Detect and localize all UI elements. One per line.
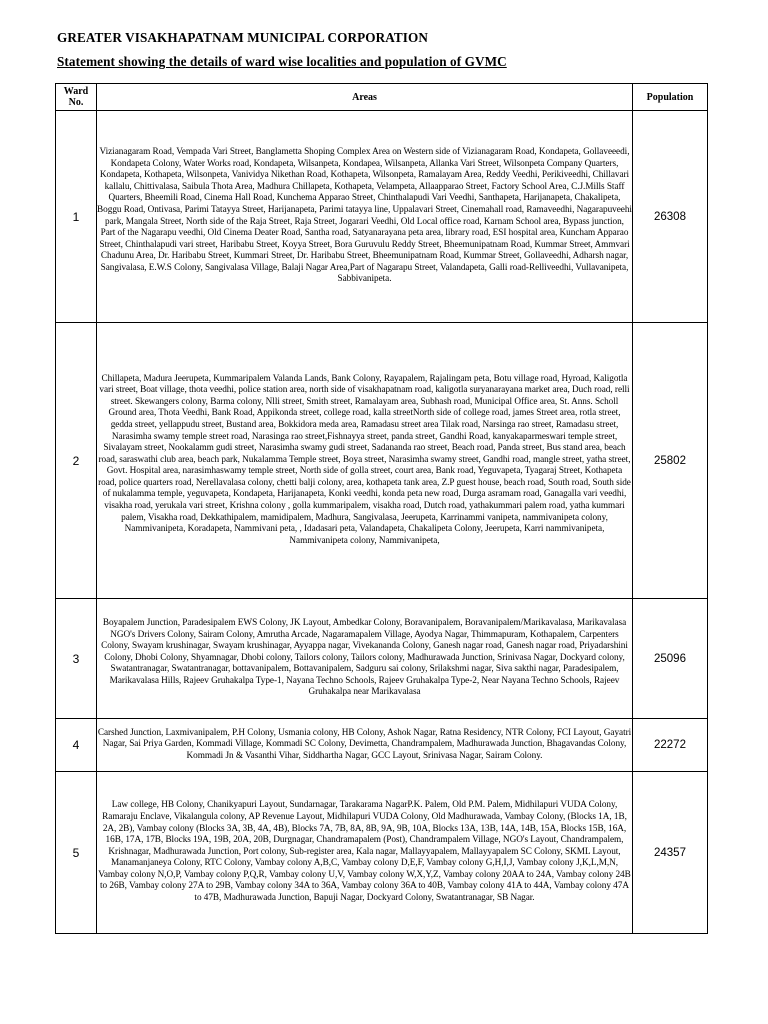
ward-areas: Chillapeta, Madura Jeerupeta, Kummaripalem Valanda Lands, Bank Colony, Rayapalem, Rajalingam peta, Botu village road, Hyroad, Kaligotla vari street, Boat village, thota veedhi, police station area, north side of visakhapatnam road, kaligotla suryanarayana market area, Duch road, relli street. Skewangers colony, Barma colony, Nlli street, Smith street, Ramalayam area, Subhash road, Municipal Office area, St. Anns. Scholl Ground area, Thota Veedhi, Bank Road, Appikonda street, college road, kalla streetNorth side of college road, james Street area, rotla street, gedda street, yellappudu street, Bustand area, Bokkidora meda area, Ramadasu street area Tilak road, Narsinga rao street, Ramadasu street, Narasimha swamy temple street road, Narasinga rao street,Fishnayya street, panda street, Gandhi Road, kanyakaparmeswari temple street, Sivalayam street, Nookalamm gudi street, Narasimha swamy gudi street, Sadananda rao street, Beach road, Panda street, Bus stand area, beach road, saraswathi club area, beach park, Nukalamma Temple street, Boya street, Narasimha swamy street, Gandhi road, mangle street, yatha street, Govt. Hospital area, narasimhaswamy temple street, North side of golla street, court area, Bank road, Yeguvapeta, Tyagaraj Street, Kothapeta road, police quarters road, Nerellavalasa colony, chetti balji colony, area, kothapeta tank area, Z.P guest house, beach road, South road, South side of nukalamma temple, yeguvapeta, Kondapeta, Harijanapeta, Konki veedhi, konda peta new road, Durga asramam road, Ganagalla vari veedhi, visakha road, yerukala vari street, Krishna colony , golla kummaripalem, visakha road, Dutch road, yathakummari palem road, yatha kummari palem, Visakha road, Dekkathipalem, mamidipalem, Madhura, Sangivalasa, Jeerupeta, Karrinammi vanipeta, nammivanipeta colony, Nammivanipeta, Koradapeta, Nammivani peta, , Idadasari peta, Valandapeta, Chakalipeta Colony, Jeerupeta, Karri nammivanipeta, Nammivanipeta colony, Nammivanipeta, bbox=[97, 323, 633, 599]
table-row bbox=[56, 772, 708, 934]
ward-number: 5 bbox=[56, 772, 97, 934]
ward-areas: Boyapalem Junction, Paradesipalem EWS Colony, JK Layout, Ambedkar Colony, Boravanipalem, Boravanipalem/Marikavalasa, Marikavalasa NGO's Drivers Colony, Sairam Colony, Amrutha Arcade, Nagaramapalem Village, Ayodya Nagar, Thimmapuram, Kothapalem, Carpenters Colony, Swayam krushinagar, Swayam krushinagar, Ayyappa nagar, Vivekananda Colony, Ganesh nagar road, Ganesh nagar road, Priyadarshini Colony, Dhobi Colony, Shyamnagar, Dhobi colony, Tailors colony, Tailors colony, Madhurawada Junction, Srinivasa Nagar, Dockyard colony, Swatantranagar, Swatantranagar, bottavanipalem, Bottavanipalem, Sadguru sai colony, Srilakshmi nagar, Siva sakthi nagar, Paradesipalem, Marikavalasa Hills, Rajeev Gruhakalpa Type-1, Nayana Techno Schools, Rajeev Gruhakalpa Type-2, Near Nayana Techno Schools, Rajeev Gruhakalpa near Marikavalasa bbox=[97, 599, 633, 719]
table-header-row bbox=[56, 84, 708, 111]
ward-no-header bbox=[56, 84, 97, 111]
organization-title: GREATER VISAKHAPATNAM MUNICIPAL CORPORATION bbox=[57, 30, 428, 45]
ward-number: 4 bbox=[56, 719, 97, 772]
ward-number: 2 bbox=[56, 323, 97, 599]
ward-areas: Carshed Junction, Laxmivanipalem, P.H Colony, Usmania colony, HB Colony, Ashok Nagar, Ratna Residency, NTR Colony, FCI Layout, Gayatri Nagar, Sai Priya Garden, Kommadi Village, Kommadi SC Colony, Devimetta, Chandrampalem, Madhurawada Junction, Bhagavandas Colony, Kommadi Jn & Vasanthi Vihar, Siddhartha Nagar, GCC Layout, Srinivasa Nagar, Sairam Colony. bbox=[97, 719, 633, 772]
areas-header: Areas bbox=[97, 84, 633, 111]
ward-areas: Vizianagaram Road, Vempada Vari Street, Banglametta Shoping Complex Area on Western side of Vizianagaram Road, Kondapeta, Gollaveeedi, Kondapeta Colony, Water Works road, Kondapeta, Wilsanpeta, Kondapea, Wilsanpeta, Allanka Vari Street, Wilsonpeta Company Quarters, Kondapeta, Kothapeta, Wilsonpeta, Vanividya Nikethan Road, Kothapeta, Wilsonpeta, Ramalayam Area, Reddy Veedhi, Perikiveedhi, Chillavari kallalu, Chittivalasa, Saibula Thota Area, Madhura Chillapeta, Kothapeta, Velampeta, Allaapparao Street, Factory School Area, C.J.Mills Staff Quarters, Bheemili Road, Cinema Hall Road, Kunchema Apparao Street, Chinthalapudi Vari Veedhi, Santhapeta, Harijanapeta, Chakalipeta, Boggu Road, Ontivasa, Parimi Tatayya Street, Harijanapeta, Parimi tatayya line, Uppalavari Street, Cinemahall road, Ramaveedhi, Nagarapuveehi park, Mangala Street, North side of the Raja Street, Raja Street, Jogarari Veedhi, Old Local office road, Karnam School area, Bypass junction, Part of the Nagarapu veedhi, Old Cinema Deater Road, Santha road, Satyanarayana peta area, library road, ESI hospital area, Kuncham Apparao Street, Chinthalapudi vari street, Haribabu Street, Koyya Street, Bora Guruvulu Reddy Street, Bheemunipatnam Road, Kummar Street, Ammvari Chadunu Area, Dr. Haribabu Street, Kummari Street, Dr. Haribabu Street, Bheemunipatnam Road, Kummar Street, Gollaveedhi, Adharsh nagar, Sangivalasa, E.W.S Colony, Sangivalasa Village, Balaji Nagar Area,Part of Nagarapu Street, Valandapeta, Galli road-Relliveedhi, Vullavanipeta, Sabbivanipeta. bbox=[97, 111, 633, 323]
ward-population: 25096 bbox=[633, 599, 708, 719]
ward-population: 22272 bbox=[633, 719, 708, 772]
ward-population: 25802 bbox=[633, 323, 708, 599]
table-row bbox=[56, 111, 708, 323]
ward-header-line2: No. bbox=[68, 97, 84, 108]
statement-title: Statement showing the details of ward wise localities and population of GVMC bbox=[57, 54, 507, 69]
ward-localities-table bbox=[55, 83, 708, 934]
ward-areas: Law college, HB Colony, Chanikyapuri Layout, Sundarnagar, Tarakarama NagarP.K. Palem, Old P.M. Palem, Midhilapuri VUDA Colony, Ramaraju Enclave, Vikalangula colony, AP Revenue Layout, Midhilapuri VUDA Colony, Old Madhurawada, Vambay Colony, (Blocks 1A, 1B, 2A, 2B), Vambay colony (Blocks 3A, 3B, 4A, 4B), Blocks 7A, 7B, 8A, 8B, 9A, 9B, 10A, Blocks 13A, 13B, 14A, 14B, 15A, Blocks 15B, 16A, 16B, 17A, 17B, Blocks 19A, 19B, 20A, 20B, Durgnagar, Chandramapalem (Post), Chandrampalem Village, NGO's Layout, Chandrampalem, Krishnagar, Madhurawada Junction, Port colony, Sub-register area, Kala nagar, Mallayyapalem, Mallayyapalem SC Colony, SKML Layout, Manamanjaneya Colony, RTC Colony, Vambay colony A,B,C, Vambay colony D,E,F, Vambay colony G,H,I,J, Vambay colony J,K,L,M,N, Vambay colony N,O,P, Vambay colony P,Q,R, Vambay colony U,V, Vambay colony W,X,Y,Z, Vambay colony 20AA to 24A, Vambay colony 24B to 26B, Vambay colony 27A to 29B, Vambay colony 34A to 36A, Vambay colony 36A to 40B, Vambay colony 41A to 44A, Vambay colony 47A to 47B, Madhurawada Junction, Bapuji Nagar, Dockyard Colony, Swatantranagar, SB Nagar. bbox=[97, 772, 633, 934]
ward-population: 26308 bbox=[633, 111, 708, 323]
ward-header-line1: Ward bbox=[63, 86, 89, 97]
ward-population: 24357 bbox=[633, 772, 708, 934]
ward-number: 3 bbox=[56, 599, 97, 719]
population-header: Population bbox=[633, 84, 708, 111]
table-row bbox=[56, 599, 708, 719]
table-row bbox=[56, 719, 708, 772]
ward-number: 1 bbox=[56, 111, 97, 323]
table-row bbox=[56, 323, 708, 599]
